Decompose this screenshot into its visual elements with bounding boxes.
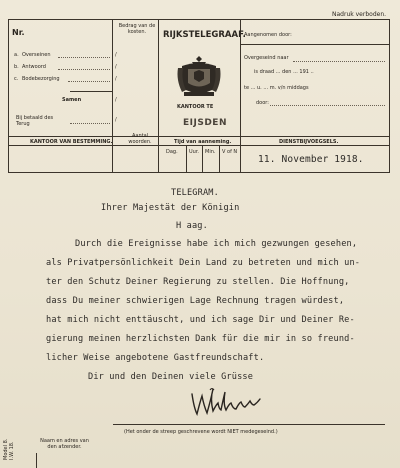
- bedrag-label: Bedrag van de kosten.: [118, 23, 156, 35]
- subcol-min: Min.: [205, 149, 216, 155]
- reprint-notice: Nadruk verboden.: [332, 11, 387, 18]
- kantoor-bestemming-label: KANTOOR VAN BESTEMMING.: [30, 139, 113, 145]
- message-line-6: gierung meinen herzlichsten Dank für die mir in so freund-: [46, 334, 355, 344]
- fee-label-antwoord: Antwoord: [22, 64, 46, 70]
- aantal-label: Aantal woorden.: [128, 133, 152, 145]
- message-address: Ihrer Majestät der Königin: [101, 203, 240, 213]
- side-form-mark: Model 8. I.W. 18.: [3, 438, 15, 460]
- fee-letter-a: a.: [14, 52, 19, 58]
- tijd-label: Tijd van aanneming.: [174, 139, 232, 145]
- nr-label: Nr.: [12, 28, 25, 37]
- coat-of-arms-emblem: [176, 52, 222, 100]
- sep-crest: [158, 19, 159, 173]
- message-line-2: als Privatpersönlichkeit Dein Land zu betreten und mich un-: [46, 258, 361, 268]
- naam-label: Naam en adres van den afzender.: [40, 438, 89, 450]
- message-line-4: dass Du meiner schwierigen Lage Rechnung tragen würdest,: [46, 296, 345, 306]
- columns-header-rule: [8, 145, 390, 146]
- sep-min: [219, 145, 220, 172]
- fee-letter-b: b.: [14, 64, 19, 70]
- footer-left-rule: [36, 453, 37, 468]
- fee-letter-c: c.: [14, 76, 19, 82]
- message-line-5: hat mich nicht enttäuscht, und ich sage Dir und Deiner Re-: [46, 315, 355, 325]
- fee-dots-b: [58, 69, 110, 70]
- message-line-7: licher Weise angebotene Gastfreundschaft.: [46, 353, 265, 363]
- overgeseind-dots: [293, 61, 385, 62]
- footer-note: (Het onder de streep geschrevene wordt NIET medegeseind.): [124, 429, 278, 435]
- door-dots: [270, 105, 385, 106]
- message-line-8: Dir und den Deinen viele Grüsse: [88, 372, 254, 382]
- door-label: door:: [256, 100, 269, 106]
- sep-aantal: [112, 136, 113, 173]
- fee-slash-samen: /: [115, 97, 117, 103]
- fee-label-bodebezorging: Bodebezorging: [22, 76, 60, 82]
- message-line-1: Durch die Ereignisse habe ich mich gezwungen gesehen,: [75, 239, 358, 249]
- fee-slash-c: /: [115, 76, 117, 82]
- aangenomen-rule: [240, 44, 390, 45]
- samen-label: Samen: [62, 97, 82, 103]
- org-title: RIJKSTELEGRAAF.: [163, 30, 246, 40]
- sep-dag: [186, 145, 187, 172]
- fee-label-overseinen: Overseinen: [22, 52, 51, 58]
- subcol-dag: Dag.: [166, 149, 178, 155]
- sep-uur: [202, 145, 203, 172]
- fee-dots-a: [58, 57, 110, 58]
- columns-top-rule: [8, 136, 390, 137]
- fee-slash-betaald: /: [115, 117, 117, 123]
- subcol-vofn: V of N: [222, 149, 238, 155]
- message-place: H aag.: [176, 221, 208, 231]
- frame-right: [389, 19, 390, 173]
- kantoor-te-label: KANTOOR TE: [177, 104, 214, 110]
- kantoor-stamp: EIJSDEN: [183, 118, 227, 128]
- dienst-label: DIENSTBIJVOEGSELS.: [279, 139, 339, 145]
- fee-slash-a: /: [115, 52, 117, 58]
- fee-dots-c: [68, 81, 110, 82]
- betaald-dots: [70, 123, 110, 124]
- handwritten-signature: [188, 384, 266, 420]
- sep-dienst: [240, 136, 241, 173]
- betaald-label: Bij betaald des Terug: [16, 115, 54, 127]
- fee-slash-b: /: [115, 64, 117, 70]
- time-line: te ... u. ... m. v/n middags: [244, 85, 309, 91]
- message-line-3: ter den Schutz Deiner Regierung zu stellen. Die Hoffnung,: [46, 277, 350, 287]
- frame-left: [8, 19, 9, 173]
- typed-date: 11. November 1918.: [258, 154, 364, 165]
- subcol-uur: Uur.: [189, 149, 200, 155]
- date-line: is draad ... den ... 191 ..: [254, 69, 314, 75]
- frame-top: [8, 19, 390, 20]
- aangenomen-label: Aangenomen door:: [244, 32, 292, 38]
- sep-fees: [112, 19, 113, 136]
- message-heading: TELEGRAM.: [171, 188, 219, 198]
- footer-rule: [113, 424, 385, 425]
- overgeseind-label: Overgeseind naar: [244, 55, 289, 61]
- samen-rule: [70, 91, 112, 92]
- frame-bottom: [8, 172, 390, 173]
